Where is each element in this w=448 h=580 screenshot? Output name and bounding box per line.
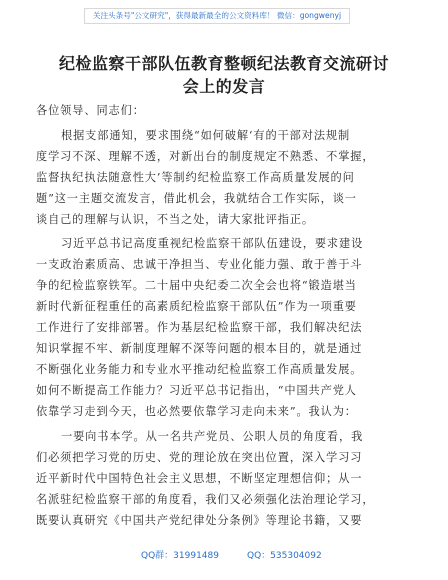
qq-group-number: QQ群：31991489 — [141, 551, 219, 561]
body-line: 不断强化业务能力和专业水平推动纪检监察工作高质量发展。 — [36, 363, 363, 376]
promo-banner: 关注头条号"公文研究"，获得最新最全的公文资料库！ 微信：gongwenyj — [84, 8, 350, 24]
body-line: 监督执纪执法随意性大’等制约纪检监察工作高质量发展的问 — [36, 171, 355, 184]
greeting: 各位领导、同志们： — [36, 104, 145, 117]
body-line: 名派驻纪检监察干部的角度看，我们又必须强化法治理论学习， — [36, 493, 375, 506]
body-line: 题”这一主题交流发言，借此机会，我就结合工作实际，谈一 — [36, 192, 357, 205]
body-line: 争的纪检监察铁军。二十届中央纪委二次全会也将“锻造堪当 — [36, 279, 357, 292]
body-line: 根据支部通知，要求围绕“如何破解‘有的干部对法规制 — [61, 129, 351, 142]
body-line: 近平新时代中国特色社会主义思想，不断坚定理想信仰；从一 — [36, 472, 363, 485]
document-title-line-2: 会上的发言 — [182, 77, 266, 96]
body-line: 谈自己的理解与认识，不当之处，请大家批评指正。 — [36, 213, 315, 226]
body-line: 一支政治素质高、忠诚干净担当、专业化能力强、敢于善于斗 — [36, 258, 363, 271]
body-line: 一要向书本学。从一名共产党员、公职人员的角度看，我 — [61, 430, 364, 443]
body-line: 新时代新征程重任的高素质纪检监察干部队伍”作为一项重要 — [36, 300, 357, 313]
document-title-line-1: 纪检监察干部队伍教育整顿纪法教育交流研讨 — [58, 54, 389, 73]
body-line: 依靠学习走到今天，也必然要依靠学习走向未来”。我认为： — [36, 405, 357, 418]
body-line: 知识掌握不牢、新制度理解不深等问题的根本目的，就是通过 — [36, 342, 363, 355]
qq-number: QQ：535304092 — [247, 551, 322, 561]
body-line: 们必须把学习党的历史、党的理论放在突出位置，深入学习习 — [36, 451, 363, 464]
body-line: 习近平总书记高度重视纪检监察干部队伍建设，要求建设 — [61, 237, 364, 250]
body-line: 工作进行了安排部署。作为基层纪检监察干部，我们解决纪法 — [36, 321, 363, 334]
body-line: 如何不断提高工作能力？习近平总书记指出，“中国共产党人 — [36, 384, 357, 397]
body-line: 既要认真研究《中国共产党纪律处分条例》等理论书籍，又要 — [36, 514, 363, 527]
body-line: 度学习不深、理解不透，对新出台的制度规定不熟悉、不掌握， — [36, 150, 375, 163]
